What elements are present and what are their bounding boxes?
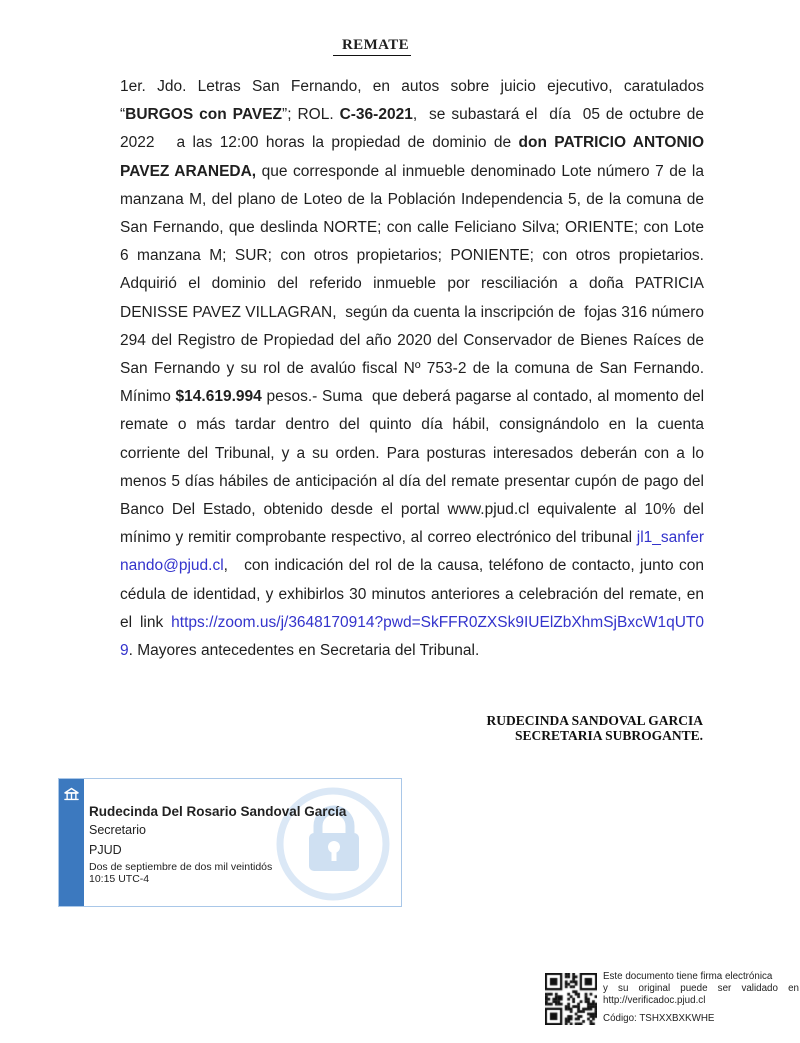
- signature-time: 10:15 UTC-4: [89, 872, 150, 885]
- verification-code-value: TSHXXBXKWHE: [639, 1012, 715, 1024]
- minimum-price-bold: $14.619.994: [175, 388, 262, 406]
- body-text-segment: , se subastará el día 05 de octubre de 2022 a las 12:00 horas la propiedad de dominio de: [120, 106, 709, 152]
- verification-text: [603, 971, 799, 1025]
- tribunal-email-link[interactable]: jl1_sanfernando@pjud.cl: [120, 529, 704, 575]
- signer-organization: PJUD: [89, 842, 122, 857]
- body-text-segment: pesos.- Suma que deberá pagarse al contado, al momento del remate o más tardar dentro del quinto día hábil, consignándolo en la cuenta corriente del Tribunal, y a su orden. Para posturas interesados deberán con a lo menos 5 días hábiles de anticipación al día del remate presentar cupón de pago del Banco Del Estado, obtenido desde el portal www.pjud.cl equivalente al 10% del mínimo y remitir comprobante respectivo, al correo electrónico del tribunal: [120, 388, 709, 547]
- signatory-block: [486, 713, 703, 743]
- owner-name-bold: don PATRICIO ANTONIO PAVEZ ARANEDA,: [120, 134, 709, 180]
- body-text-segment: . Mayores antecedentes en Secretaria del Tribunal.: [128, 642, 480, 660]
- verification-url: http://verificadoc.pjud.cl: [603, 994, 706, 1006]
- signature-date: Dos de septiembre de dos mil veintidós: [89, 861, 273, 873]
- page-title: [0, 36, 744, 56]
- body-text-segment: , con indicación del rol de la causa, teléfono de contacto, junto con cédula de identidad, y exhibirlos 30 minutos anteriores a celebración del remate, en el link: [120, 557, 713, 631]
- zoom-meeting-link[interactable]: https://zoom.us/j/3648170914?pwd=SkFFR0ZXSk9IUElZbXhmSjBxcW1qUT09: [120, 613, 704, 660]
- signatory-role: SECRETARIA SUBROGANTE.: [514, 728, 703, 744]
- body-text-segment: ”; ROL.: [282, 106, 340, 124]
- signature-details: [89, 802, 391, 885]
- qr-code: [545, 973, 597, 1025]
- verification-code-label: Código:: [603, 1012, 637, 1024]
- electronic-signature-box: [58, 778, 402, 907]
- verification-code: [603, 1013, 799, 1025]
- verification-line: y su original puede ser validado en: [603, 982, 799, 994]
- signer-name: Rudecinda Del Rosario Sandoval García: [89, 804, 347, 819]
- signer-role: Secretario: [89, 823, 146, 837]
- body-text-segment: que corresponde al inmueble denominado Lote número 7 de la manzana M, del plano de Loteo de la Población Independencia 5, de la comuna de San Fernando, que deslinda NORTE; con calle Feliciano Silva; ORIENTE; con Lote 6 manzana M; SUR; con otros propietarios; PONIENTE; con otros propietarios. Adquirió el dominio del referido inmueble por resciliación a doña PATRICIA DENISSE PAVEZ VILLAGRAN, según da cuenta la inscripción de fojas 316 número 294 del Registro de Propiedad del año 2020 del Conservador de Bienes Raíces de San Fernando y su rol de avalúo fiscal Nº 753-2 de la comuna de San Fernando. Mínimo: [120, 162, 709, 406]
- body-text-segment: 1er. Jdo. Letras San Fernando, en autos sobre juicio ejecutivo, caratulados “: [120, 78, 709, 124]
- signature-box-stripe: [59, 779, 84, 906]
- case-name-bold: BURGOS con PAVEZ: [125, 106, 283, 124]
- body-paragraph: [120, 73, 713, 665]
- rol-number-bold: C-36-2021: [339, 106, 413, 124]
- verification-line: Este documento tiene firma electrónica: [603, 971, 773, 982]
- title-text: REMATE: [333, 37, 411, 56]
- signatory-name: RUDECINDA SANDOVAL GARCIA: [486, 713, 703, 728]
